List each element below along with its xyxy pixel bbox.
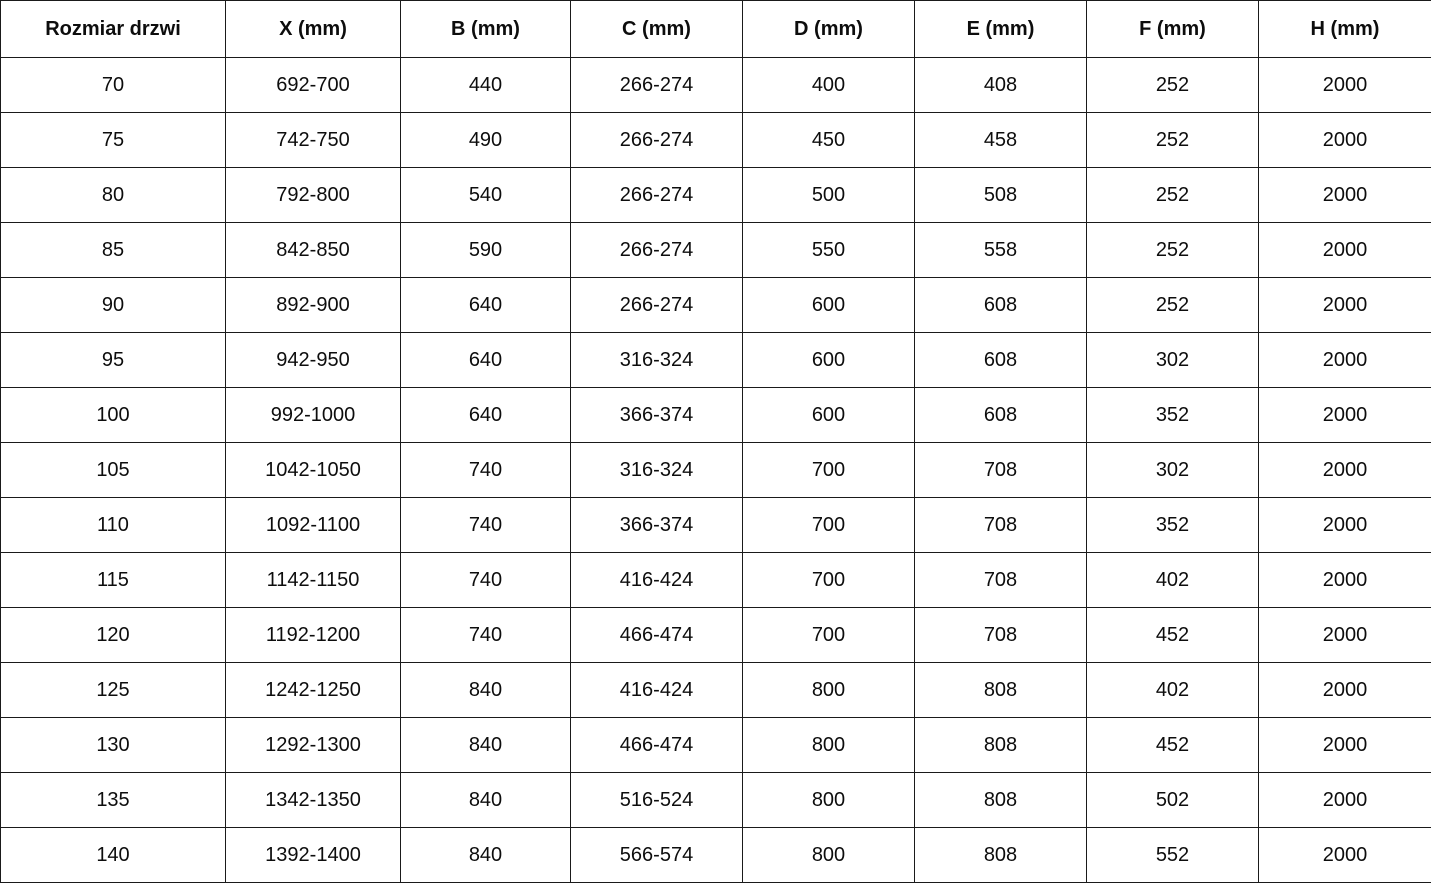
cell-x: 1342-1350 <box>226 773 401 828</box>
cell-c: 416-424 <box>571 553 743 608</box>
cell-e: 708 <box>915 498 1087 553</box>
table-row <box>1 443 1431 498</box>
cell-h: 2000 <box>1259 443 1431 498</box>
cell-d: 700 <box>743 498 915 553</box>
column-header-door-size: Rozmiar drzwi <box>1 1 226 58</box>
cell-f: 302 <box>1087 333 1259 388</box>
cell-door-size: 80 <box>1 168 226 223</box>
cell-f: 252 <box>1087 113 1259 168</box>
cell-d: 800 <box>743 828 915 883</box>
cell-c: 566-574 <box>571 828 743 883</box>
cell-x: 1042-1050 <box>226 443 401 498</box>
cell-f: 452 <box>1087 608 1259 663</box>
cell-d: 800 <box>743 718 915 773</box>
cell-d: 500 <box>743 168 915 223</box>
cell-f: 302 <box>1087 443 1259 498</box>
cell-door-size: 90 <box>1 278 226 333</box>
cell-c: 266-274 <box>571 168 743 223</box>
cell-door-size: 130 <box>1 718 226 773</box>
cell-door-size: 85 <box>1 223 226 278</box>
cell-f: 552 <box>1087 828 1259 883</box>
table-row <box>1 168 1431 223</box>
cell-b: 840 <box>401 828 571 883</box>
cell-d: 700 <box>743 608 915 663</box>
cell-c: 416-424 <box>571 663 743 718</box>
table-row <box>1 828 1431 883</box>
cell-c: 366-374 <box>571 388 743 443</box>
column-header-h: H (mm) <box>1259 1 1431 58</box>
cell-b: 540 <box>401 168 571 223</box>
cell-d: 800 <box>743 663 915 718</box>
cell-f: 452 <box>1087 718 1259 773</box>
column-header-c: C (mm) <box>571 1 743 58</box>
cell-c: 316-324 <box>571 443 743 498</box>
table-row <box>1 718 1431 773</box>
cell-c: 266-274 <box>571 58 743 113</box>
cell-f: 352 <box>1087 388 1259 443</box>
cell-c: 316-324 <box>571 333 743 388</box>
cell-f: 252 <box>1087 58 1259 113</box>
cell-c: 266-274 <box>571 278 743 333</box>
table-header <box>1 1 1431 58</box>
cell-f: 252 <box>1087 168 1259 223</box>
cell-e: 508 <box>915 168 1087 223</box>
cell-b: 640 <box>401 388 571 443</box>
cell-x: 1292-1300 <box>226 718 401 773</box>
cell-c: 366-374 <box>571 498 743 553</box>
cell-x: 792-800 <box>226 168 401 223</box>
cell-d: 600 <box>743 388 915 443</box>
table-row <box>1 58 1431 113</box>
cell-e: 608 <box>915 333 1087 388</box>
cell-f: 402 <box>1087 553 1259 608</box>
table-row <box>1 388 1431 443</box>
cell-d: 700 <box>743 553 915 608</box>
cell-e: 708 <box>915 443 1087 498</box>
cell-d: 550 <box>743 223 915 278</box>
cell-f: 252 <box>1087 278 1259 333</box>
cell-e: 808 <box>915 663 1087 718</box>
cell-b: 740 <box>401 553 571 608</box>
cell-b: 740 <box>401 608 571 663</box>
cell-c: 466-474 <box>571 718 743 773</box>
cell-h: 2000 <box>1259 388 1431 443</box>
cell-b: 640 <box>401 333 571 388</box>
cell-b: 840 <box>401 718 571 773</box>
cell-e: 608 <box>915 278 1087 333</box>
cell-c: 466-474 <box>571 608 743 663</box>
cell-x: 1192-1200 <box>226 608 401 663</box>
table-row <box>1 278 1431 333</box>
cell-x: 742-750 <box>226 113 401 168</box>
cell-d: 600 <box>743 278 915 333</box>
cell-x: 842-850 <box>226 223 401 278</box>
table-row <box>1 498 1431 553</box>
cell-e: 408 <box>915 58 1087 113</box>
cell-x: 992-1000 <box>226 388 401 443</box>
cell-x: 692-700 <box>226 58 401 113</box>
cell-b: 740 <box>401 443 571 498</box>
column-header-f: F (mm) <box>1087 1 1259 58</box>
cell-x: 1242-1250 <box>226 663 401 718</box>
cell-door-size: 75 <box>1 113 226 168</box>
cell-d: 700 <box>743 443 915 498</box>
cell-door-size: 95 <box>1 333 226 388</box>
cell-h: 2000 <box>1259 498 1431 553</box>
cell-h: 2000 <box>1259 278 1431 333</box>
cell-h: 2000 <box>1259 773 1431 828</box>
cell-b: 840 <box>401 663 571 718</box>
cell-door-size: 125 <box>1 663 226 718</box>
cell-c: 516-524 <box>571 773 743 828</box>
cell-x: 1092-1100 <box>226 498 401 553</box>
table-row <box>1 663 1431 718</box>
column-header-x: X (mm) <box>226 1 401 58</box>
cell-x: 892-900 <box>226 278 401 333</box>
cell-door-size: 70 <box>1 58 226 113</box>
cell-x: 1142-1150 <box>226 553 401 608</box>
column-header-e: E (mm) <box>915 1 1087 58</box>
cell-x: 942-950 <box>226 333 401 388</box>
cell-h: 2000 <box>1259 58 1431 113</box>
cell-e: 808 <box>915 828 1087 883</box>
table-header-row <box>1 1 1431 58</box>
cell-h: 2000 <box>1259 168 1431 223</box>
cell-h: 2000 <box>1259 718 1431 773</box>
cell-b: 590 <box>401 223 571 278</box>
cell-f: 402 <box>1087 663 1259 718</box>
cell-h: 2000 <box>1259 828 1431 883</box>
cell-b: 840 <box>401 773 571 828</box>
cell-door-size: 110 <box>1 498 226 553</box>
cell-d: 600 <box>743 333 915 388</box>
cell-c: 266-274 <box>571 223 743 278</box>
cell-e: 458 <box>915 113 1087 168</box>
cell-e: 708 <box>915 553 1087 608</box>
table-row <box>1 553 1431 608</box>
cell-h: 2000 <box>1259 333 1431 388</box>
cell-d: 800 <box>743 773 915 828</box>
cell-d: 400 <box>743 58 915 113</box>
cell-door-size: 115 <box>1 553 226 608</box>
cell-f: 352 <box>1087 498 1259 553</box>
cell-door-size: 100 <box>1 388 226 443</box>
cell-f: 502 <box>1087 773 1259 828</box>
cell-x: 1392-1400 <box>226 828 401 883</box>
cell-b: 440 <box>401 58 571 113</box>
cell-door-size: 120 <box>1 608 226 663</box>
cell-b: 490 <box>401 113 571 168</box>
cell-e: 608 <box>915 388 1087 443</box>
cell-h: 2000 <box>1259 553 1431 608</box>
cell-door-size: 135 <box>1 773 226 828</box>
table-body <box>1 58 1431 883</box>
cell-door-size: 105 <box>1 443 226 498</box>
cell-b: 640 <box>401 278 571 333</box>
cell-c: 266-274 <box>571 113 743 168</box>
cell-f: 252 <box>1087 223 1259 278</box>
table-row <box>1 113 1431 168</box>
table-row <box>1 223 1431 278</box>
cell-e: 808 <box>915 718 1087 773</box>
cell-b: 740 <box>401 498 571 553</box>
cell-d: 450 <box>743 113 915 168</box>
cell-e: 708 <box>915 608 1087 663</box>
cell-e: 558 <box>915 223 1087 278</box>
cell-door-size: 140 <box>1 828 226 883</box>
column-header-d: D (mm) <box>743 1 915 58</box>
cell-h: 2000 <box>1259 663 1431 718</box>
cell-h: 2000 <box>1259 113 1431 168</box>
table-row <box>1 333 1431 388</box>
cell-h: 2000 <box>1259 608 1431 663</box>
cell-e: 808 <box>915 773 1087 828</box>
table-row <box>1 608 1431 663</box>
table-row <box>1 773 1431 828</box>
cell-h: 2000 <box>1259 223 1431 278</box>
column-header-b: B (mm) <box>401 1 571 58</box>
